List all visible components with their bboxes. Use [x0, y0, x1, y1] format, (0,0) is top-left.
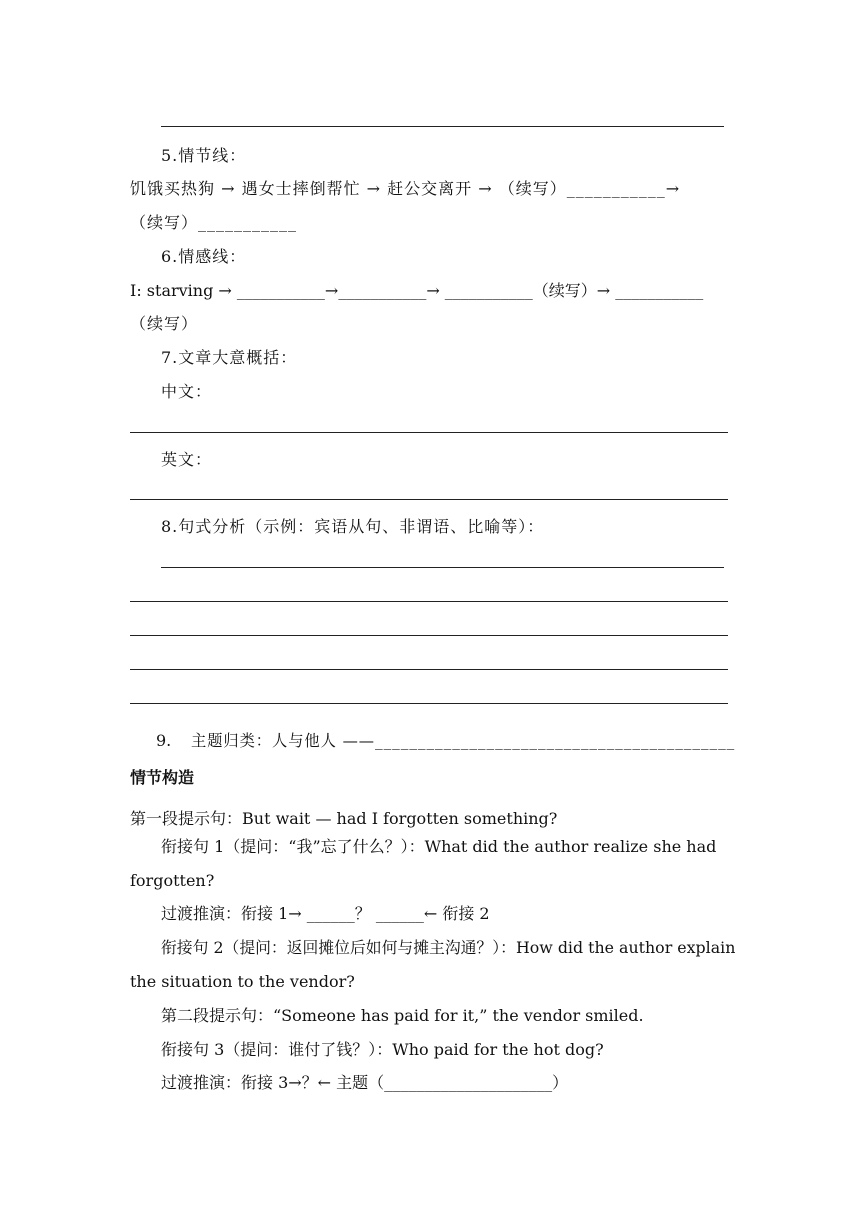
- transition-1: 过渡推演：衔接 1→ ______？ ______← 衔接 2: [161, 904, 490, 923]
- sentence-analysis-line: [161, 567, 724, 568]
- sentence-analysis-line: [130, 635, 728, 636]
- plot-construction-title: 情节构造: [130, 768, 195, 787]
- section-9-number: 9.: [156, 731, 172, 750]
- theme-category-text: 主题归类：人与他人 ——__________________________________________: [191, 731, 736, 750]
- paragraph-2-prompt: 第二段提示句：“Someone has paid for it,” the vendor smiled.: [161, 1006, 644, 1025]
- answer-line: [161, 126, 724, 127]
- english-summary-line: [130, 499, 728, 500]
- sentence-analysis-line: [130, 703, 728, 704]
- chinese-summary-label: 中文：: [161, 382, 213, 401]
- linking-sentence-2: 衔接句 2（提问：返回摊位后如何与摊主沟通？）：How did the author explain: [161, 938, 736, 957]
- linking-sentence-3: 衔接句 3（提问：谁付了钱？）：Who paid for the hot dog?: [161, 1040, 604, 1059]
- emotion-line-text: I: starving → ___________→___________→ ___________（续写）→ ___________: [130, 281, 704, 300]
- linking-sentence-1-cont: forgotten?: [130, 871, 215, 890]
- sentence-analysis-line: [130, 669, 728, 670]
- linking-sentence-1: 衔接句 1（提问：“我”忘了什么？）：What did the author realize she had: [161, 837, 717, 856]
- sentence-analysis-line: [130, 601, 728, 602]
- section-8-heading: 8.句式分析（示例：宾语从句、非谓语、比喻等）：: [161, 517, 545, 536]
- section-6-heading: 6.情感线：: [161, 247, 247, 266]
- paragraph-1-prompt: 第一段提示句：But wait — had I forgotten something?: [130, 809, 558, 828]
- section-7-heading: 7.文章大意概括：: [161, 348, 298, 367]
- linking-sentence-2-cont: the situation to the vendor?: [130, 972, 355, 991]
- transition-2: 过渡推演：衔接 3→？← 主题（_____________________）: [161, 1073, 569, 1092]
- plot-line-text: 饥饿买热狗 → 遇女士摔倒帮忙 → 赶公交离开 → （续写）___________→: [130, 179, 681, 198]
- chinese-summary-line: [130, 432, 728, 433]
- plot-line-text-cont: （续写）___________: [130, 213, 298, 232]
- section-5-heading: 5.情节线：: [161, 146, 247, 165]
- english-summary-label: 英文：: [161, 450, 213, 469]
- emotion-line-text-cont: （续写）: [130, 314, 199, 333]
